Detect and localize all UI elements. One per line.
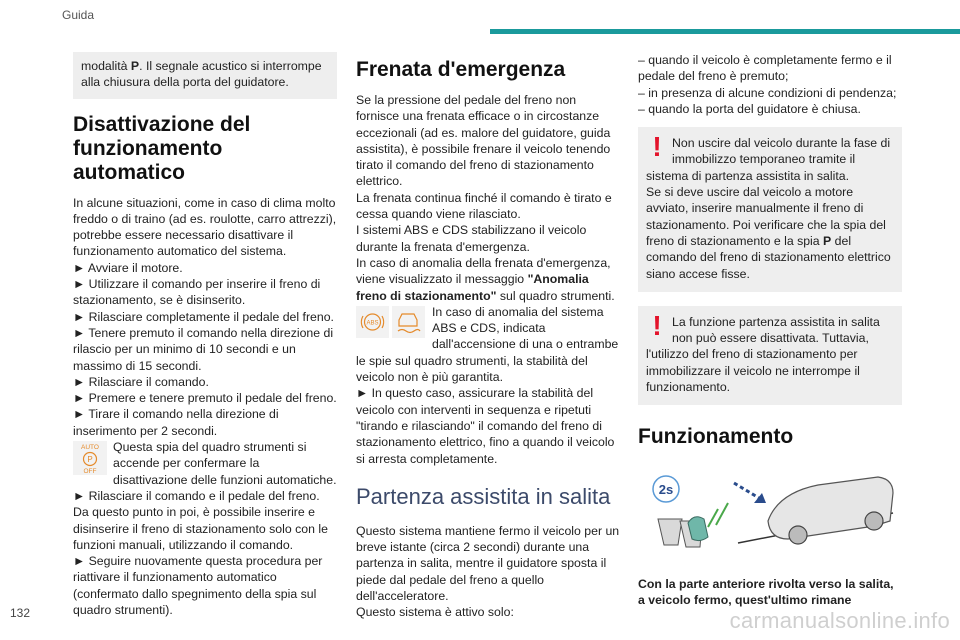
list-item: – quando il veicolo è completamente fermo e il pedale del freno è premuto; [638, 53, 892, 84]
paragraph: La frenata continua finché il comando è tirato e cessa quando viene rilasciato. [356, 190, 612, 222]
list-item: – in presenza di alcune condizioni di pendenza; [638, 85, 897, 100]
abs-cds-warning-icons [356, 306, 426, 338]
column-3 [638, 52, 902, 608]
header-accent-bar [490, 29, 960, 34]
step: ► Tirare il comando nella direzione di inserimento per 2 secondi. [73, 407, 279, 438]
paragraph: Se la pressione del pedale del freno non fornisce una frenata efficace o in circostanze eccezionali (ad es. malore del guidatore, guida assistita), è possibile frenare il veicolo tenendo tirato il comando del freno di stazionamento elettrico. [356, 93, 611, 189]
paragraph: In alcune situazioni, come in caso di clima molto freddo o di traino (ad es. roulotte, carro attrezzi), potrebbe essere necessario disattivare il funzionamento automatico del sistema. [73, 195, 337, 259]
paragraph: Questo sistema mantiene fermo il veicolo per un breve istante (circa 2 secondi) durante una partenza in salita, mentre il guidatore sposta il piede dal pedale del freno a quello dell'acceleratore. [356, 523, 620, 604]
column-2 [356, 52, 621, 621]
paragraph: Da questo punto in poi, è possibile inserire e disinserire il freno di stazionamento solo con le funzioni manuali, utilizzando il comando. [73, 505, 328, 552]
step: ► Premere e tenere premuto il pedale del freno. [73, 391, 337, 406]
warning-bold: P [823, 233, 832, 248]
paragraph: Questo sistema è attivo solo: [356, 605, 514, 620]
step: ► Utilizzare il comando per inserire il freno di stazionamento, se è disinserito. [73, 277, 321, 308]
page-number: 132 [10, 606, 31, 620]
warning-text: Non uscire dal veicolo durante la fase di immobilizzo temporaneo tramite il sistema di partenza assistita in salita. [646, 136, 891, 183]
warning-text: Se si deve uscire dal veicolo a motore avviato, inserire manualmente il freno di stazionamento. Poi verificare che la spia del freno di stazionamento e la spia [646, 185, 886, 248]
illustration-caption: Con la parte anteriore rivolta verso la salita, a veicolo fermo, quest'ultimo rimane [638, 576, 894, 607]
column-1 [73, 52, 337, 618]
note-text-end: . Il segnale acustico si interrompe alla chiusura della porta del guidatore. [81, 59, 322, 90]
icon-description: Questa spia del quadro strumenti si accende per confermare la disattivazione delle funzioni automatiche. [113, 440, 337, 487]
list-item: – quando la porta del guidatore è chiusa. [638, 101, 861, 116]
continued-note [73, 52, 337, 99]
message-bold: "Anomalia freno di stazionamento" [356, 272, 589, 303]
timer-label: 2s [658, 482, 674, 498]
step: ► Rilasciare completamente il pedale del freno. [73, 309, 334, 324]
step: ► Seguire nuovamente questa procedura per riattivare il funzionamento automatico (confermato dallo spegnimento della spia sul quadro strumenti). [73, 554, 323, 618]
warning-text-end: del comando del freno di stazionamento elettrico siano accese fisse. [646, 233, 891, 281]
step: ► Avviare il motore. [73, 260, 183, 275]
note-bold: P [130, 59, 140, 73]
paragraph: I sistemi ABS e CDS stabilizzano il veicolo durante la frenata d'emergenza. [356, 223, 587, 254]
warning-exclamation-icon: ! [652, 131, 662, 163]
step: ► Tenere premuto il comando nella direzione di rilascio per un minimo di 10 secondi e un massimo di 15 secondi. [73, 325, 334, 373]
step: ► In questo caso, assicurare la stabilità del veicolo con interventi in sequenza e ripetuti "tirando e rilasciando" il comando del freno di stazionamento elettrico, fino a quando il veicolo si arresta completamente. [356, 386, 615, 466]
paragraph-end: sul quadro strumenti. [496, 288, 615, 303]
step: ► Rilasciare il comando e il pedale del freno. [73, 488, 320, 503]
auto-icon-top: AUTO [81, 444, 99, 452]
paragraph: In caso di anomalia della frenata d'emergenza, viene visualizzato il messaggio [356, 255, 611, 287]
running-header: Guida [62, 8, 95, 22]
warning-text: La funzione partenza assistita in salita non può essere disattivata. Tuttavia, l'utilizzo del freno di stazionamento per immobilizzare il veicolo ne interrompe il funzionamento. [646, 314, 880, 395]
section-title-disattivazione: Disattivazione del funzionamento automatico [73, 112, 251, 184]
auto-icon-mid: P [87, 455, 93, 465]
auto-p-off-warning-icon [73, 441, 107, 475]
auto-icon-bottom: OFF [83, 468, 97, 476]
step: ► Rilasciare il comando. [73, 374, 209, 389]
hill-start-illustration [638, 473, 898, 563]
icon-description: In caso di anomalia del sistema ABS e CDS, indicata dall'accensione di una o entrambe le spie sul quadro strumenti, la stabilità del veicolo non è più garantita. [356, 304, 619, 385]
abs-icon-label: ABS [366, 320, 379, 327]
section-title-frenata: Frenata d'emergenza [356, 58, 566, 81]
warning-box [638, 127, 902, 292]
warning-box [638, 306, 902, 405]
note-text: modalità [81, 59, 131, 73]
warning-exclamation-icon: ! [652, 309, 662, 341]
section-title-funzionamento: Funzionamento [638, 425, 794, 449]
section-title-partenza: Partenza assistita in salita [356, 483, 611, 509]
watermark: carmanualsonline.info [729, 608, 950, 633]
